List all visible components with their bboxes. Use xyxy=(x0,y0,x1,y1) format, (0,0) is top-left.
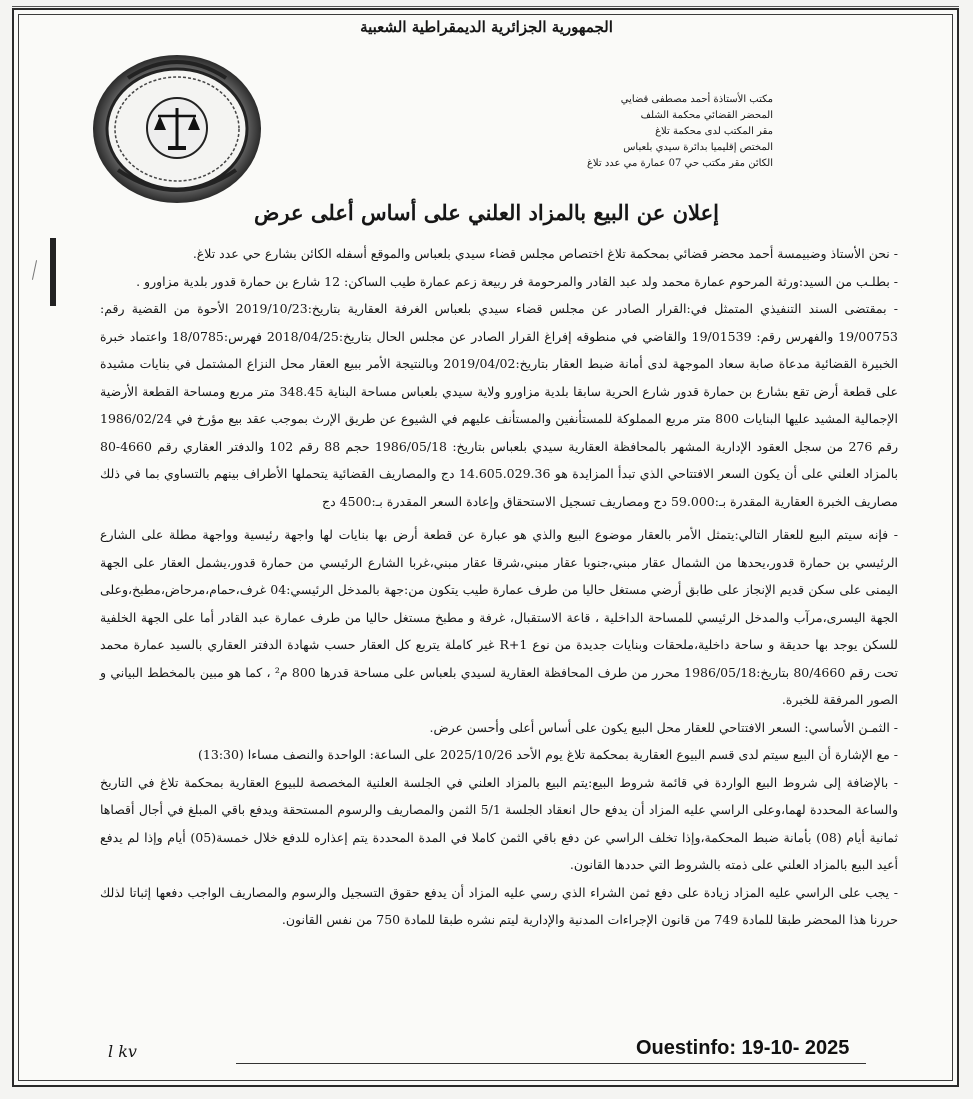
notice-body xyxy=(100,240,898,934)
court-line: المختص إقليميا بدائرة سيدي بلعباس xyxy=(623,142,773,153)
paragraph-sale-date: - مع الإشارة أن البيع سيتم لدى قسم البيوع العقارية بمحكمة تلاغ يوم الأحد 2025/10/26 على الساعة: الواحدة والنصف مساءا (13:30) xyxy=(198,747,898,762)
paragraph-property-description: - فإنه سيتم البيع للعقار التالي:يتمثل الأمر بالعقار موضوع البيع والذي هو عبارة عن قطعة أرض بها بنايات لها واجهة رئيسية وواجهة مطلة على الشارع الرئيسي بن حمارة قدور،يحدها من الشمال عقار مبني،جنوبا عقار مبني،شرقا عقار مبني،غربا الشارع الرئيسي من حمارة قدور،يشمل العقار على الجهة اليمنى على سكن قديم الإنجاز على طابق أرضي مستغل حاليا من طرف عمارة طيب يتكون من:جهة بالمدخل الرئيسي:04 غرف،حمام،مرحاض،مطبخ،وعلى الجهة اليسرى،مرآب والمدخل الرئيسي للمساحة الداخلية ، قاعة الاستقبال، غرفة و مطبخ مستغل حاليا من طرف عمارة عبد القادر أما على الجهة الخلفية للسكن يوجد بها حديقة و ساحة داخلية،ملحقات وبنايات جديدة من نوع R+1 غير كاملة يتربع كل العقار حسب شهادة الدفتر العقاري بالسيد عمارة محمد تحت رقم 80/4660 بتاريخ:1986/05/18 محرر من طرف المحافظة العقارية لسيدي بلعباس على مساحة قدرها 800 م² ، كما هو مبين بالمخطط البياني و الصور المرفقة للخبرة. xyxy=(100,527,898,707)
court-line: المحضر القضائي محكمة الشلف xyxy=(640,110,773,121)
paragraph-sale-conditions: - بالإضافة إلى شروط البيع الواردة في قائمة شروط البيع:يتم البيع بالمزاد العلني في الجلسة العلنية المخصصة للبيوع العقارية بمحكمة تلاغ في التاريخ والساعة المحددة لهما،وعلى الراسي عليه المزاد أن يدفع حال انعقاد الجلسة 5/1 الثمن والمصاريف والرسوم المستحقة ويدفع باقي المبلغ في أجال أقصاها ثمانية أيام (08) بأمانة ضبط المحكمة،وإذا تخلف الراسي عن دفع باقي الثمن كاملا في المدة المحددة يتم إعذاره للدفع خلال خمسة(05) أيام وإذا لم يدفع أعيد البيع بالمزاد العلني على ذمته بالشروط التي حددها القانون. xyxy=(100,774,899,872)
court-seal-icon xyxy=(88,50,266,208)
footer-rule xyxy=(236,1063,866,1064)
court-info-block xyxy=(543,92,773,172)
republic-header: الجمهورية الجزائرية الديمقراطية الشعبية xyxy=(360,18,613,36)
top-rule xyxy=(12,0,959,7)
paragraph-executive-title: - بمقتضى السند التنفيذي المتمثل في:القرار الصادر عن مجلس قضاء سيدي بلعباس الغرفة العقارية بتاريخ:2019/10/23 الأحوة من القضية رقم: 19/00753 والفهرس رقم: 19/01539 والقاضي في منطوقه إفراغ القرار الصادر عن مجلس الحال بتاريخ:2018/04/25 فهرس:18/0785 واعتماد خبرة الخبيرة القضائية مدعاة صابة سعاد الموجهة لدى أمانة ضبط العقار بتاريخ:2019/04/02 وبالنتيجة الأمر ببيع العقار محل النزاع المشتمل في بنايات مشيدة على قطعة أرض تقع بشارع بن حمارة قدور شارع الحرية سابقا بلدية مزاورو ولاية سيدي بلعباس مساحة البناية 348.45 متر مربع ومساحة القطعة الأرضية الإجمالية المشيد عليها البنايات 800 متر مربع المملوكة للمستأنفين والمستأنف عليهم في الشيوع عن طريق الإرث بموجب عقد بيع مؤرخ في 1986/02/24 رقم 276 من سجل العقود الإدارية المشهر بالمحافظة العقارية سيدي بلعباس بتاريخ: 1986/05/18 حجم 88 رقم 102 والدفتر العقاري رقم 4660-80 بالمزاد العلني على أن يكون السعر الافتتاحي الذي تبدأ المزايدة هو 14.605.029.36 دج والمصاريف القضائية يتحملها الأطراف بينهم بالتساوي بما في ذلك مصاريف الخبرة العقارية المقدرة بـ:59.000 دج ومصاريف تسجيل الاستحقاق وإعادة السعر المقدرة بـ:4500 دج xyxy=(100,301,899,509)
paragraph-bailiff: - نحن الأستاذ وضبيمسة أحمد محضر قضائي بمحكمة تلاغ اختصاص مجلس قضاء سيدي بلعباس والموقع أسفله الكائن بشارع حي عدد تلاغ. xyxy=(192,246,898,261)
court-line: مكتب الأستاذة أحمد مصطفى قضايي xyxy=(620,94,773,105)
publication-footer: Ouestinfo: 19-10- 2025 xyxy=(636,1037,850,1059)
court-line: الكائن مقر مكتب حي 07 عمارة مي عدد تلاغ xyxy=(586,158,773,169)
paragraph-requester: - بطلـب من السيد:ورثة المرحوم عمارة محمد ولد عبد القادر والمرحومة فر ربيعة زعم عمارة طيب الساكن: 12 شارع بن حمارة قدور بلدية مزاورو . xyxy=(136,273,898,289)
court-line: مقر المكتب لدى محكمة تلاغ xyxy=(655,126,773,137)
paragraph-fees: - يجب على الراسي عليه المزاد زيادة على دفع ثمن الشراء الذي رسي عليه المزاد أن يدفع حقوق التسجيل والرسوم والمصاريف الواجب دفعها إثباتا لذلك حررنا هذا المحضر طبقا للمادة 749 من قانون الإجراءات المدنية والإدارية ليتم نشره طبقا للمادة 750 من نفس القانون. xyxy=(100,884,898,927)
margin-mark xyxy=(50,238,56,306)
notice-title: إعلان عن البيع بالمزاد العلني على أساس أعلى عرض xyxy=(254,200,719,225)
signature: l kv xyxy=(108,1042,137,1061)
paragraph-base-price: - الثمـن الأساسي: السعر الافتتاحي للعقار محل البيع يكون على أساس أعلى وأحسن عرض. xyxy=(429,719,898,735)
